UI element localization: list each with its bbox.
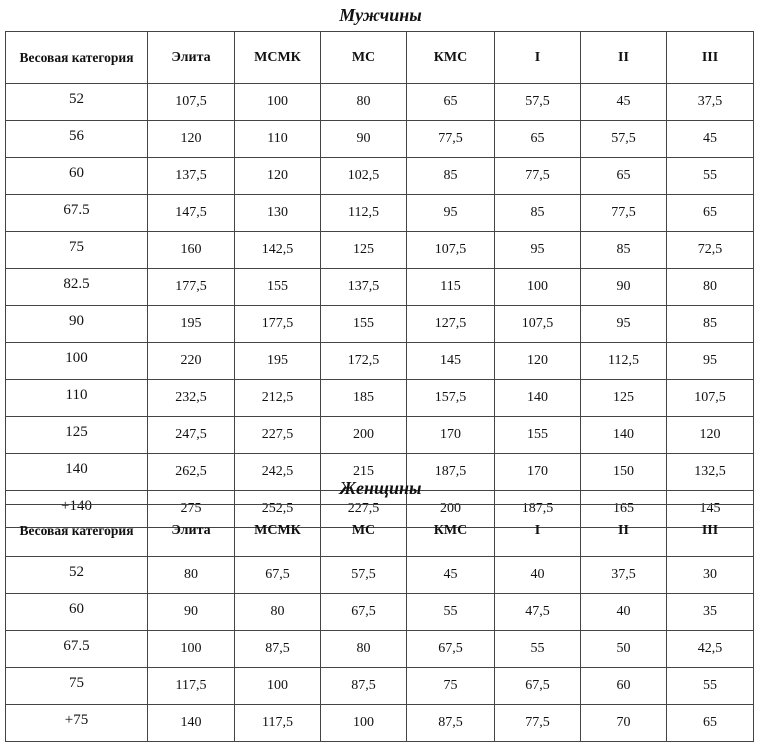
column-header: МСМК — [235, 505, 321, 557]
standard-value-cell: 107,5 — [667, 380, 754, 417]
table-row — [6, 668, 754, 705]
column-header: МСМК — [235, 32, 321, 84]
standard-value-cell: 37,5 — [581, 557, 667, 594]
standard-value-cell: 165 — [581, 491, 667, 528]
header-row — [6, 32, 754, 84]
table-row — [6, 84, 754, 121]
standard-value-cell: 275 — [148, 491, 235, 528]
standard-value-cell: 60 — [581, 668, 667, 705]
table-row — [6, 594, 754, 631]
table-row — [6, 631, 754, 668]
weight-category-cell: 125 — [6, 417, 148, 454]
weight-category-cell: 52 — [6, 557, 148, 594]
weight-category-cell: 56 — [6, 121, 148, 158]
standard-value-cell: 80 — [667, 269, 754, 306]
column-header: Элита — [148, 32, 235, 84]
women-standards-table — [5, 504, 754, 742]
weight-category-cell: +75 — [6, 705, 148, 742]
table-row — [6, 195, 754, 232]
standard-value-cell: 227,5 — [321, 491, 407, 528]
women-table-header — [6, 505, 754, 557]
header-row — [6, 505, 754, 557]
standard-value-cell: 107,5 — [407, 232, 495, 269]
weight-category-cell: 100 — [6, 343, 148, 380]
standard-value-cell: 200 — [407, 491, 495, 528]
weight-category-cell: 75 — [6, 232, 148, 269]
standard-value-cell: 65 — [407, 84, 495, 121]
standard-value-cell: 85 — [407, 158, 495, 195]
standard-value-cell: 65 — [667, 705, 754, 742]
standard-value-cell: 45 — [581, 84, 667, 121]
standard-value-cell: 95 — [581, 306, 667, 343]
standard-value-cell: 67,5 — [235, 557, 321, 594]
standard-value-cell: 170 — [495, 454, 581, 491]
men-table-header — [6, 32, 754, 84]
weight-category-cell: 52 — [6, 84, 148, 121]
standard-value-cell: 127,5 — [407, 306, 495, 343]
weight-category-cell: 67.5 — [6, 195, 148, 232]
standard-value-cell: 132,5 — [667, 454, 754, 491]
standard-value-cell: 90 — [321, 121, 407, 158]
standard-value-cell: 172,5 — [321, 343, 407, 380]
standard-value-cell: 252,5 — [235, 491, 321, 528]
standard-value-cell: 85 — [667, 306, 754, 343]
standard-value-cell: 37,5 — [667, 84, 754, 121]
standard-value-cell: 177,5 — [235, 306, 321, 343]
standard-value-cell: 67,5 — [495, 668, 581, 705]
standard-value-cell: 80 — [148, 557, 235, 594]
weight-category-cell: 60 — [6, 158, 148, 195]
standard-value-cell: 80 — [321, 631, 407, 668]
weight-category-cell: 140 — [6, 454, 148, 491]
standard-value-cell: 55 — [667, 668, 754, 705]
column-header-weight-category: Весовая категория — [6, 32, 148, 84]
standard-value-cell: 145 — [407, 343, 495, 380]
standard-value-cell: 120 — [148, 121, 235, 158]
standard-value-cell: 157,5 — [407, 380, 495, 417]
standard-value-cell: 115 — [407, 269, 495, 306]
column-header: КМС — [407, 32, 495, 84]
standard-value-cell: 195 — [148, 306, 235, 343]
weight-category-cell: 67.5 — [6, 631, 148, 668]
standard-value-cell: 100 — [148, 631, 235, 668]
standard-value-cell: 140 — [495, 380, 581, 417]
standard-value-cell: 150 — [581, 454, 667, 491]
standard-value-cell: 200 — [321, 417, 407, 454]
standard-value-cell: 155 — [235, 269, 321, 306]
table-row — [6, 343, 754, 380]
standard-value-cell: 120 — [235, 158, 321, 195]
standard-value-cell: 247,5 — [148, 417, 235, 454]
standard-value-cell: 95 — [407, 195, 495, 232]
standard-value-cell: 77,5 — [407, 121, 495, 158]
weight-category-cell: +140 — [6, 491, 148, 528]
women-table-body — [6, 557, 754, 742]
standard-value-cell: 42,5 — [667, 631, 754, 668]
standard-value-cell: 160 — [148, 232, 235, 269]
column-header: II — [581, 32, 667, 84]
standard-value-cell: 65 — [667, 195, 754, 232]
weight-category-cell: 60 — [6, 594, 148, 631]
standard-value-cell: 117,5 — [148, 668, 235, 705]
column-header: КМС — [407, 505, 495, 557]
table-row — [6, 232, 754, 269]
standard-value-cell: 212,5 — [235, 380, 321, 417]
standard-value-cell: 85 — [581, 232, 667, 269]
men-table-body — [6, 84, 754, 528]
standard-value-cell: 35 — [667, 594, 754, 631]
standard-value-cell: 242,5 — [235, 454, 321, 491]
men-standards-table — [5, 31, 754, 528]
standard-value-cell: 55 — [667, 158, 754, 195]
standard-value-cell: 87,5 — [235, 631, 321, 668]
standard-value-cell: 30 — [667, 557, 754, 594]
standard-value-cell: 185 — [321, 380, 407, 417]
standard-value-cell: 77,5 — [495, 705, 581, 742]
weight-category-cell: 82.5 — [6, 269, 148, 306]
standard-value-cell: 262,5 — [148, 454, 235, 491]
standard-value-cell: 177,5 — [148, 269, 235, 306]
women-section-title: Женщины — [339, 478, 422, 498]
standard-value-cell: 95 — [495, 232, 581, 269]
column-header: МС — [321, 505, 407, 557]
standard-value-cell: 100 — [235, 668, 321, 705]
standard-value-cell: 90 — [581, 269, 667, 306]
standard-value-cell: 67,5 — [407, 631, 495, 668]
weight-category-cell: 110 — [6, 380, 148, 417]
standard-value-cell: 155 — [321, 306, 407, 343]
table-row — [6, 380, 754, 417]
column-header: III — [667, 505, 754, 557]
standard-value-cell: 142,5 — [235, 232, 321, 269]
standard-value-cell: 187,5 — [407, 454, 495, 491]
standard-value-cell: 140 — [148, 705, 235, 742]
table-row — [6, 557, 754, 594]
standard-value-cell: 100 — [321, 705, 407, 742]
column-header: II — [581, 505, 667, 557]
standard-value-cell: 77,5 — [495, 158, 581, 195]
standard-value-cell: 110 — [235, 121, 321, 158]
standard-value-cell: 120 — [495, 343, 581, 380]
standard-value-cell: 65 — [495, 121, 581, 158]
standard-value-cell: 170 — [407, 417, 495, 454]
standard-value-cell: 125 — [321, 232, 407, 269]
standard-value-cell: 87,5 — [407, 705, 495, 742]
standard-value-cell: 47,5 — [495, 594, 581, 631]
standard-value-cell: 107,5 — [495, 306, 581, 343]
standard-value-cell: 67,5 — [321, 594, 407, 631]
standard-value-cell: 232,5 — [148, 380, 235, 417]
standard-value-cell: 65 — [581, 158, 667, 195]
standard-value-cell: 137,5 — [321, 269, 407, 306]
standard-value-cell: 147,5 — [148, 195, 235, 232]
standard-value-cell: 80 — [321, 84, 407, 121]
standard-value-cell: 70 — [581, 705, 667, 742]
column-header: III — [667, 32, 754, 84]
standard-value-cell: 130 — [235, 195, 321, 232]
standard-value-cell: 140 — [581, 417, 667, 454]
standard-value-cell: 45 — [667, 121, 754, 158]
standard-value-cell: 50 — [581, 631, 667, 668]
standard-value-cell: 90 — [148, 594, 235, 631]
table-row — [6, 269, 754, 306]
weight-category-cell: 90 — [6, 306, 148, 343]
standard-value-cell: 215 — [321, 454, 407, 491]
column-header: I — [495, 505, 581, 557]
standard-value-cell: 55 — [495, 631, 581, 668]
table-row — [6, 158, 754, 195]
weight-category-cell: 75 — [6, 668, 148, 705]
standard-value-cell: 120 — [667, 417, 754, 454]
standard-value-cell: 112,5 — [321, 195, 407, 232]
table-row — [6, 121, 754, 158]
standard-value-cell: 57,5 — [581, 121, 667, 158]
standard-value-cell: 45 — [407, 557, 495, 594]
standard-value-cell: 80 — [235, 594, 321, 631]
column-header: I — [495, 32, 581, 84]
standard-value-cell: 40 — [581, 594, 667, 631]
standard-value-cell: 40 — [495, 557, 581, 594]
standard-value-cell: 227,5 — [235, 417, 321, 454]
table-row — [6, 417, 754, 454]
standard-value-cell: 107,5 — [148, 84, 235, 121]
standard-value-cell: 117,5 — [235, 705, 321, 742]
standard-value-cell: 155 — [495, 417, 581, 454]
standard-value-cell: 55 — [407, 594, 495, 631]
standard-value-cell: 137,5 — [148, 158, 235, 195]
standard-value-cell: 112,5 — [581, 343, 667, 380]
column-header: МС — [321, 32, 407, 84]
standard-value-cell: 220 — [148, 343, 235, 380]
standard-value-cell: 187,5 — [495, 491, 581, 528]
standard-value-cell: 57,5 — [495, 84, 581, 121]
standard-value-cell: 77,5 — [581, 195, 667, 232]
standard-value-cell: 95 — [667, 343, 754, 380]
standard-value-cell: 195 — [235, 343, 321, 380]
standard-value-cell: 125 — [581, 380, 667, 417]
standard-value-cell: 102,5 — [321, 158, 407, 195]
men-section-title: Мужчины — [339, 5, 422, 25]
standard-value-cell: 57,5 — [321, 557, 407, 594]
table-row — [6, 306, 754, 343]
standard-value-cell: 145 — [667, 491, 754, 528]
standard-value-cell: 100 — [235, 84, 321, 121]
column-header: Элита — [148, 505, 235, 557]
column-header-weight-category: Весовая категория — [6, 505, 148, 557]
standard-value-cell: 85 — [495, 195, 581, 232]
standard-value-cell: 75 — [407, 668, 495, 705]
standard-value-cell: 72,5 — [667, 232, 754, 269]
standard-value-cell: 87,5 — [321, 668, 407, 705]
standard-value-cell: 100 — [495, 269, 581, 306]
table-row — [6, 705, 754, 742]
